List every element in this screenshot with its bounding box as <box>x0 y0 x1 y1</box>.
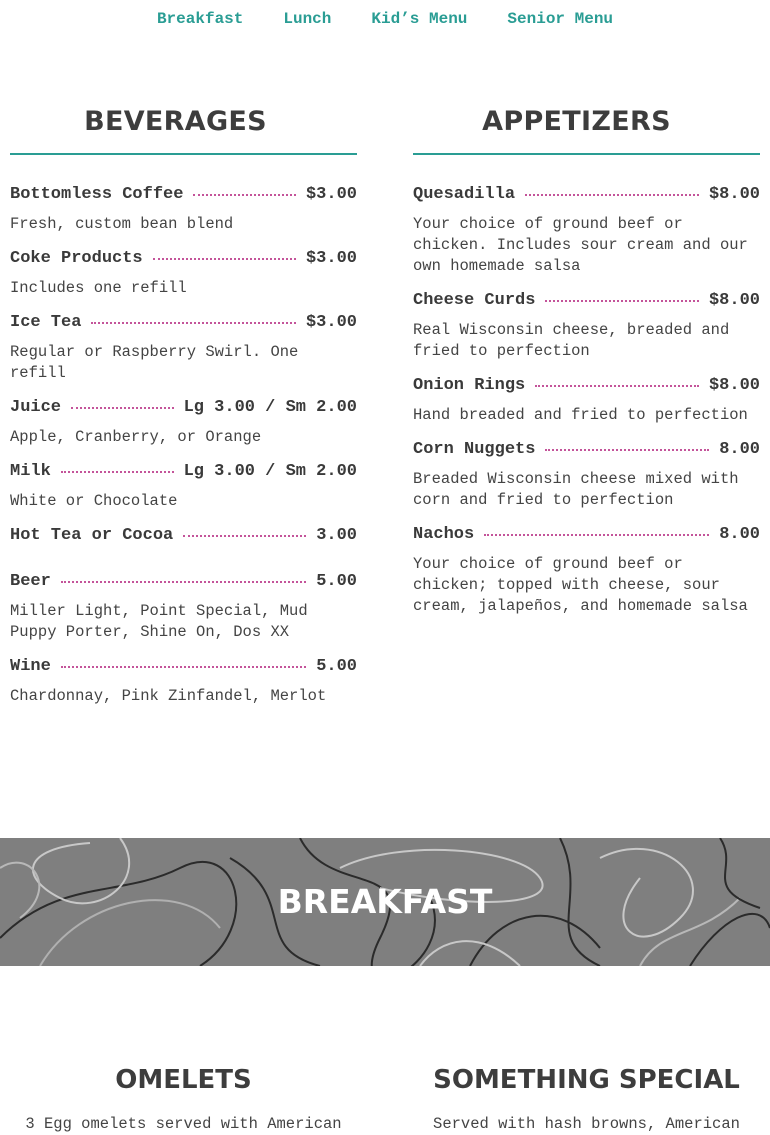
menu-item-line <box>413 185 760 205</box>
menu-item-price: $3.00 <box>305 185 357 204</box>
menu-item-line <box>10 572 357 592</box>
menu-item-line <box>10 185 357 205</box>
menu-item <box>10 526 357 546</box>
menu-item <box>413 185 760 277</box>
menu-item-name: Beer <box>10 572 51 591</box>
menu-item-name: Bottomless Coffee <box>10 185 184 204</box>
menu-item-description: Real Wisconsin cheese, breaded and fried to perfection <box>413 321 730 360</box>
menu-item-name: Ice Tea <box>10 313 82 332</box>
menu-item-line <box>10 249 357 269</box>
dotted-leader <box>183 535 306 537</box>
appetizers-divider <box>413 153 760 155</box>
menu-item <box>413 291 760 362</box>
appetizers-heading: APPETIZERS <box>482 106 671 137</box>
menu-item-name: Juice <box>10 398 62 417</box>
menu-item <box>10 313 357 384</box>
breakfast-banner-title: BREAKFAST <box>277 882 493 921</box>
menu-item <box>10 657 357 707</box>
dotted-leader <box>545 300 699 302</box>
dotted-leader <box>61 666 306 668</box>
menu-item-line <box>413 440 760 460</box>
menu-item-description: White or Chocolate <box>10 492 178 510</box>
menu-item-price: $8.00 <box>708 185 760 204</box>
menu-item-description: Regular or Raspberry Swirl. One refill <box>10 343 299 382</box>
menu-item-description: Breaded Wisconsin cheese mixed with corn and fried to perfection <box>413 470 739 509</box>
beverages-divider <box>10 153 357 155</box>
menu-item-price: Lg 3.00 / Sm 2.00 <box>183 398 357 417</box>
menu-item-description: Chardonnay, Pink Zinfandel, Merlot <box>10 687 327 705</box>
dotted-leader <box>153 258 296 260</box>
menu-item-line <box>10 526 357 546</box>
menu-item <box>10 398 357 448</box>
dotted-leader <box>484 534 709 536</box>
appetizers-section <box>413 106 760 631</box>
omelets-description: 3 Egg omelets served with American <box>25 1115 342 1133</box>
breakfast-banner <box>0 838 770 966</box>
menu-item-line <box>10 313 357 333</box>
menu-item-name: Cheese Curds <box>413 291 536 310</box>
dotted-leader <box>545 449 709 451</box>
menu-item-price: 8.00 <box>719 440 760 459</box>
nav-breakfast[interactable]: Breakfast <box>156 10 244 28</box>
dotted-leader <box>193 194 296 196</box>
menu-item-description: Miller Light, Point Special, Mud Puppy Porter, Shine On, Dos XX <box>10 602 308 641</box>
beverages-list <box>10 185 357 707</box>
something-special-description: Served with hash browns, American <box>433 1115 740 1133</box>
menu-item-price: Lg 3.00 / Sm 2.00 <box>183 462 357 481</box>
menu-item <box>10 572 357 643</box>
menu-item-price: 5.00 <box>316 572 357 591</box>
appetizers-list <box>413 185 760 617</box>
menu-item-name: Milk <box>10 462 51 481</box>
dotted-leader <box>71 407 174 409</box>
menu-item-line <box>10 657 357 677</box>
nav-lunch[interactable]: Lunch <box>283 10 332 28</box>
menu-item-line <box>413 525 760 545</box>
menu-item-description: Your choice of ground beef or chicken. Includes sour cream and our own homemade salsa <box>413 215 748 275</box>
menu-item-description: Fresh, custom bean blend <box>10 215 234 233</box>
menu-item-name: Corn Nuggets <box>413 440 536 459</box>
dotted-leader <box>535 385 699 387</box>
menu-item-line <box>413 291 760 311</box>
menu-item-price: $8.00 <box>708 376 760 395</box>
dotted-leader <box>61 471 174 473</box>
dotted-leader <box>61 581 306 583</box>
menu-item-description: Includes one refill <box>10 279 187 297</box>
menu-item-name: Hot Tea or Cocoa <box>10 526 174 545</box>
menu-item-line <box>413 376 760 396</box>
beverages-heading: BEVERAGES <box>84 106 267 137</box>
menu-item <box>10 249 357 299</box>
menu-item <box>413 440 760 511</box>
menu-item <box>10 185 357 235</box>
menu-item-name: Nachos <box>413 525 475 544</box>
menu-item <box>413 376 760 426</box>
dotted-leader <box>525 194 699 196</box>
dotted-leader <box>91 322 296 324</box>
menu-item-name: Onion Rings <box>413 376 526 395</box>
menu-item-name: Quesadilla <box>413 185 516 204</box>
menu-item-name: Coke Products <box>10 249 143 268</box>
menu-item-price: 3.00 <box>316 526 357 545</box>
menu-item-description: Apple, Cranberry, or Orange <box>10 428 262 446</box>
omelets-heading: OMELETS <box>115 1065 252 1095</box>
menu-item <box>10 462 357 512</box>
nav-kids-menu[interactable]: Kid’s Menu <box>371 10 468 28</box>
menu-item-line <box>10 462 357 482</box>
menu-item-price: 8.00 <box>719 525 760 544</box>
menu-item-description: Hand breaded and fried to perfection <box>413 406 748 424</box>
nav-senior-menu[interactable]: Senior Menu <box>507 10 614 28</box>
menu-item-price: $3.00 <box>305 313 357 332</box>
menu-item-line <box>10 398 357 418</box>
menu-item-price: 5.00 <box>316 657 357 676</box>
menu-item <box>413 525 760 617</box>
menu-item-price: $3.00 <box>305 249 357 268</box>
menu-item-price: $8.00 <box>708 291 760 310</box>
menu-item-name: Wine <box>10 657 51 676</box>
something-special-heading: SOMETHING SPECIAL <box>433 1065 740 1095</box>
menu-item-description: Your choice of ground beef or chicken; topped with cheese, sour cream, jalapeños, and homemade salsa <box>413 555 748 615</box>
beverages-section <box>10 106 357 721</box>
top-nav <box>0 10 770 28</box>
